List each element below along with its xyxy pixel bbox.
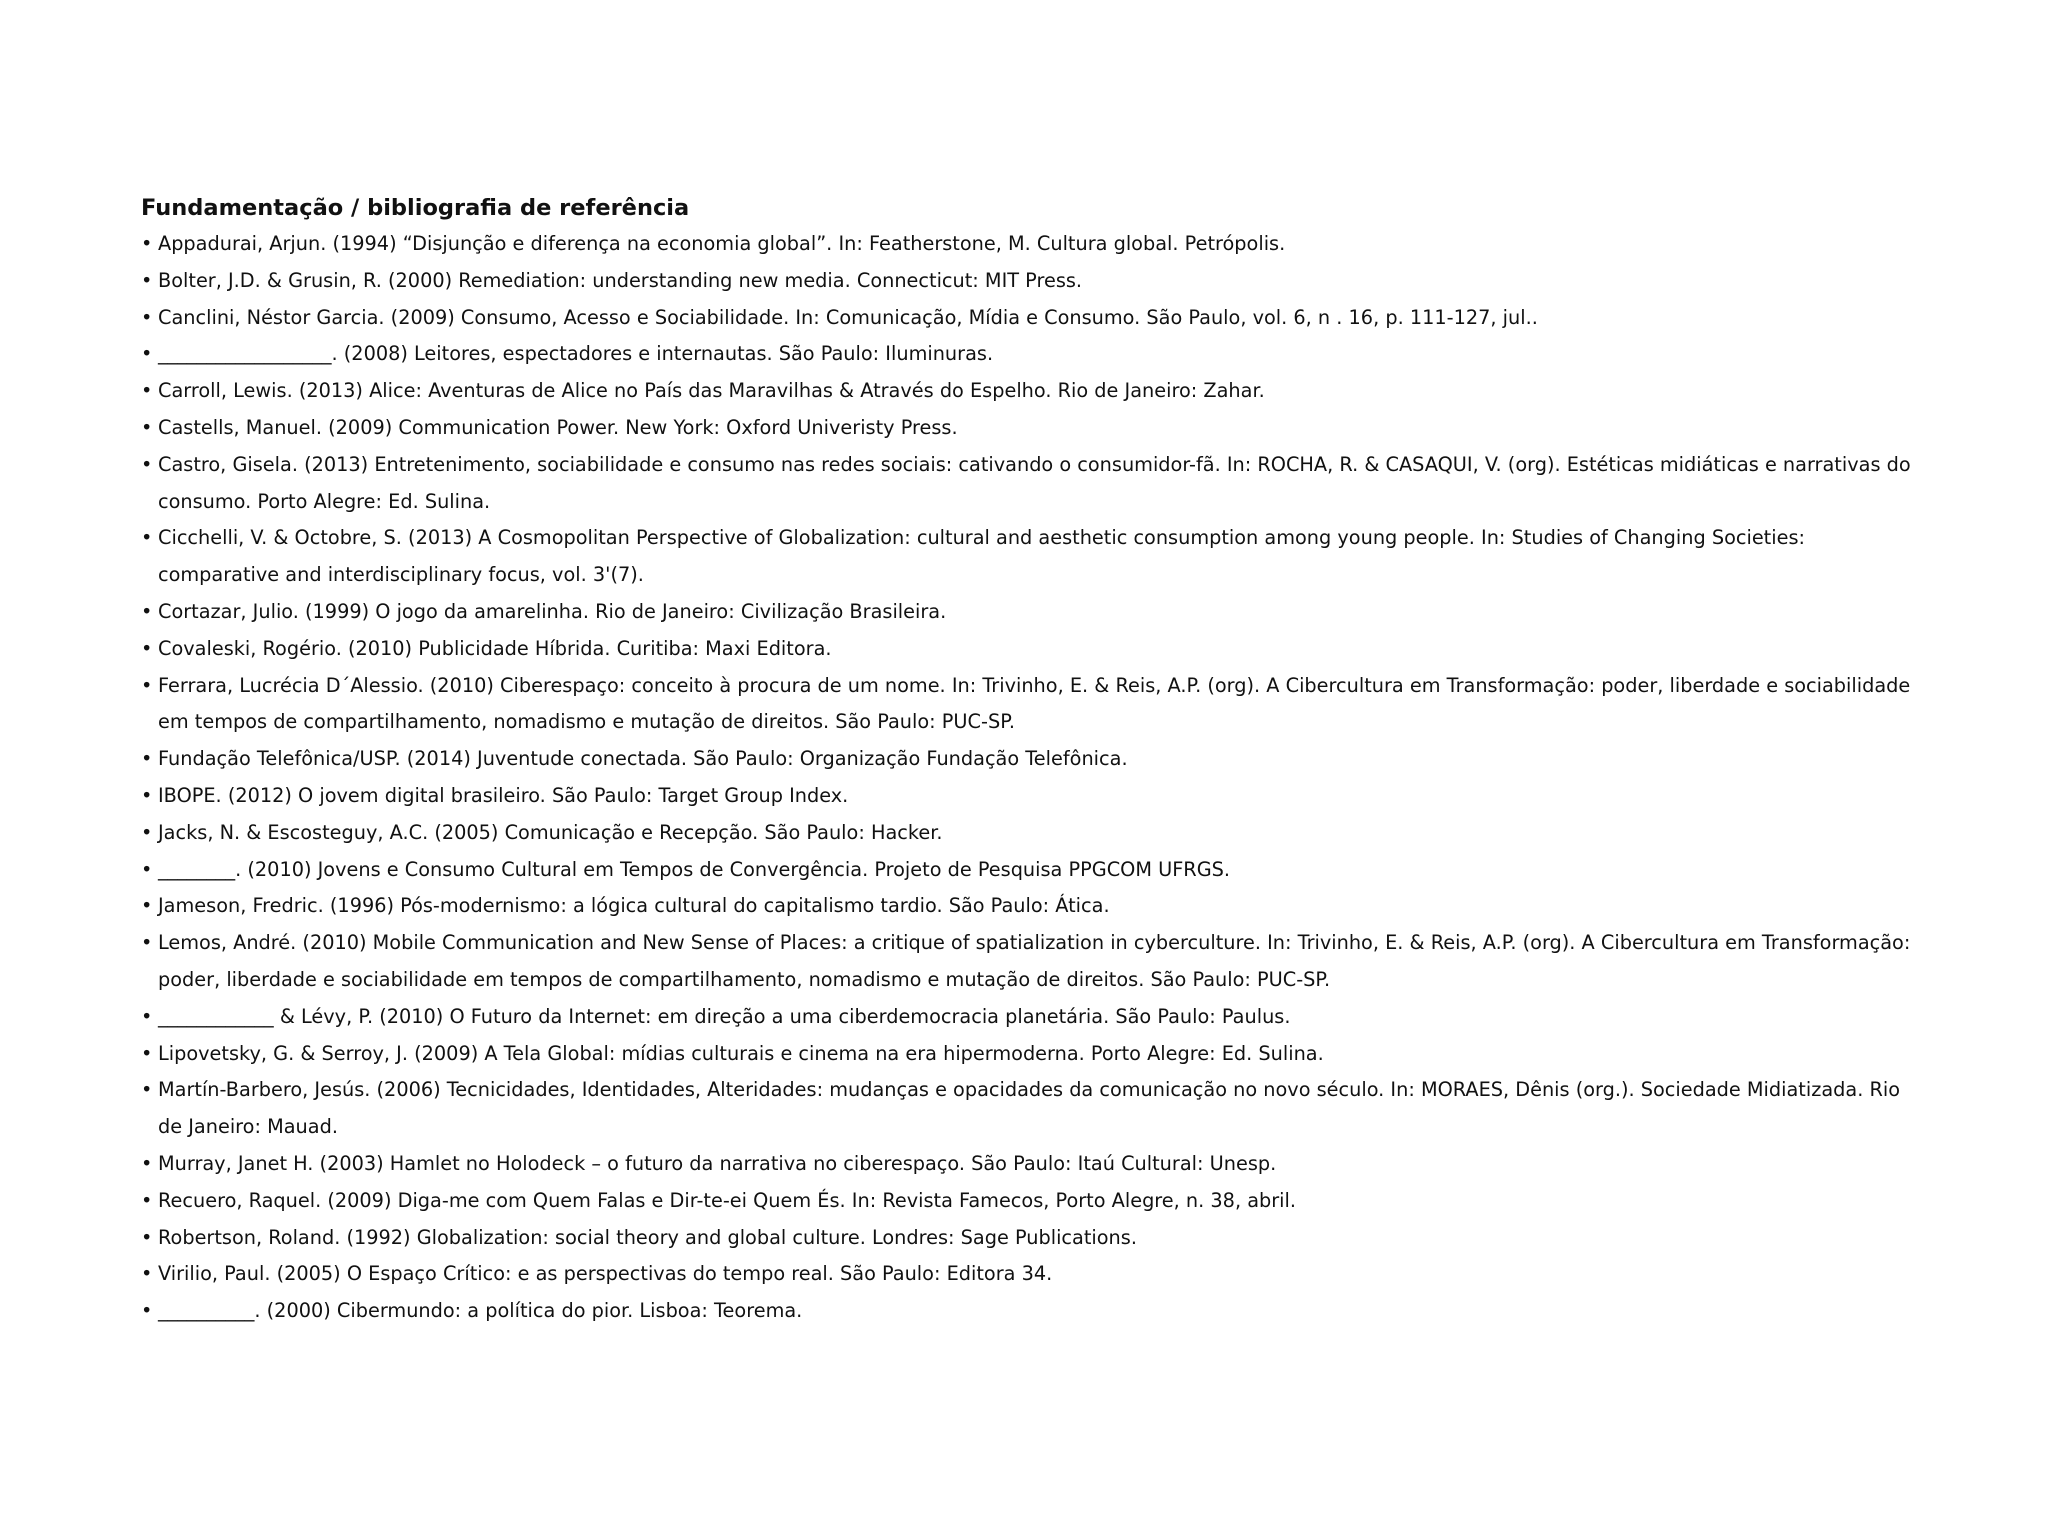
reference-item [141, 631, 1911, 668]
reference-text: Cicchelli, V. & Octobre, S. (2013) A Cosmopolitan Perspective of Globalization: cultural and aesthetic consumption among young people. In: Studies of Changing Societies: comparative and interdisciplinary focus, vol. 3'(7). [158, 526, 1806, 587]
reference-item [141, 852, 1911, 889]
bullet-icon: • [141, 1041, 153, 1065]
reference-item [141, 1072, 1911, 1146]
reference-text: Lemos, André. (2010) Mobile Communication and New Sense of Places: a critique of spatialization in cyberculture. In: Trivinho, E. & Reis, A.P. (org). A Cibercultura em Transformação: poder, liberdade e sociabilidade em tempos de compartilhamento, nomadismo e mutação de direitos. São Paulo: PUC-SP. [158, 931, 1911, 991]
reference-item [141, 1293, 1911, 1330]
reference-text: Lipovetsky, G. & Serroy, J. (2009) A Tela Global: mídias culturais e cinema na era hipermoderna. Porto Alegre: Ed. Sulina. [158, 1041, 1324, 1065]
reference-text: Fundação Telefônica/USP. (2014) Juventude conectada. São Paulo: Organização Fundação Telefônica. [158, 747, 1128, 771]
reference-item [141, 1183, 1911, 1220]
bullet-icon: • [141, 1262, 153, 1286]
bullet-icon: • [141, 931, 153, 955]
reference-text: Cortazar, Julio. (1999) O jogo da amarelinha. Rio de Janeiro: Civilização Brasileira. [158, 599, 947, 623]
bullet-icon: • [141, 673, 153, 697]
reference-text: Appadurai, Arjun. (1994) “Disjunção e diferença na economia global”. In: Featherstone, M. Cultura global. Petrópolis. [158, 232, 1286, 255]
bullet-icon: • [141, 599, 153, 623]
bullet-icon: • [141, 415, 153, 439]
bullet-icon: • [141, 1004, 153, 1028]
reference-text: ________. (2010) Jovens e Consumo Cultural em Tempos de Convergência. Projeto de Pesquisa PPGCOM UFRGS. [158, 857, 1231, 881]
bullet-icon: • [141, 1078, 153, 1102]
bullet-icon: • [141, 526, 153, 550]
reference-item [141, 999, 1911, 1036]
reference-item [141, 263, 1911, 300]
bullet-icon: • [141, 636, 153, 660]
bullet-icon: • [141, 783, 153, 807]
bullet-icon: • [141, 1188, 153, 1212]
bullet-icon: • [141, 305, 153, 329]
reference-item [141, 815, 1911, 852]
reference-item [141, 300, 1911, 337]
reference-item [141, 594, 1911, 631]
bullet-icon: • [141, 452, 153, 476]
bullet-icon: • [141, 1299, 153, 1323]
reference-text: Canclini, Néstor Garcia. (2009) Consumo, Acesso e Sociabilidade. In: Comunicação, Mídia e Consumo. São Paulo, vol. 6, n . 16, p. 111-127, jul.. [158, 305, 1538, 329]
section-heading: Fundamentação / bibliografia de referência [141, 195, 690, 221]
reference-item [141, 1036, 1911, 1073]
reference-text: Murray, Janet H. (2003) Hamlet no Holodeck – o futuro da narrativa no ciberespaço. São Paulo: Itaú Cultural: Unesp. [158, 1151, 1277, 1175]
reference-text: Ferrara, Lucrécia D´Alessio. (2010) Ciberespaço: conceito à procura de um nome. In: Trivinho, E. & Reis, A.P. (org). A Cibercultura em Transformação: poder, liberdade e sociabilidade em tempos de compartilhamento, nomadismo e mutação de direitos. São Paulo: PUC-SP. [158, 673, 1911, 734]
bullet-icon: • [141, 820, 153, 844]
reference-item [141, 1256, 1911, 1293]
reference-text: ____________ & Lévy, P. (2010) O Futuro da Internet: em direção a uma ciberdemocracia planetária. São Paulo: Paulus. [158, 1004, 1291, 1028]
reference-text: Carroll, Lewis. (2013) Alice: Aventuras de Alice no País das Maravilhas & Através do Espelho. Rio de Janeiro: Zahar. [158, 379, 1265, 403]
bullet-icon: • [141, 379, 153, 403]
bullet-icon: • [141, 747, 153, 771]
bibliography-section [141, 190, 1911, 1330]
reference-item [141, 226, 1911, 263]
bullet-icon: • [141, 894, 153, 918]
reference-item [141, 1146, 1911, 1183]
reference-text: Castells, Manuel. (2009) Communication Power. New York: Oxford Univeristy Press. [158, 415, 958, 439]
reference-text: Robertson, Roland. (1992) Globalization: social theory and global culture. Londres: Sage Publications. [158, 1225, 1137, 1249]
reference-item [141, 336, 1911, 373]
reference-text: Martín-Barbero, Jesús. (2006) Tecnicidades, Identidades, Alteridades: mudanças e opacidades da comunicação no novo século. In: MORAES, Dênis (org.). Sociedade Midiatizada. Rio de Janeiro: Mauad. [158, 1078, 1901, 1139]
reference-item [141, 1220, 1911, 1257]
reference-text: Jameson, Fredric. (1996) Pós-modernismo: a lógica cultural do capitalismo tardio. São Paulo: Ática. [158, 894, 1110, 918]
reference-text: Virilio, Paul. (2005) O Espaço Crítico: e as perspectivas do tempo real. São Paulo: Editora 34. [158, 1262, 1053, 1286]
reference-item [141, 778, 1911, 815]
reference-text: Recuero, Raquel. (2009) Diga-me com Quem Falas e Dir-te-ei Quem És. In: Revista Famecos, Porto Alegre, n. 38, abril. [158, 1188, 1297, 1212]
reference-text: __________. (2000) Cibermundo: a política do pior. Lisboa: Teorema. [158, 1299, 803, 1323]
reference-item [141, 373, 1911, 410]
reference-item [141, 741, 1911, 778]
reference-text: IBOPE. (2012) O jovem digital brasileiro. São Paulo: Target Group Index. [158, 783, 849, 807]
bullet-icon: • [141, 268, 153, 292]
reference-item [141, 925, 1911, 999]
bullet-icon: • [141, 1151, 153, 1175]
reference-item [141, 888, 1911, 925]
reference-item [141, 668, 1911, 742]
reference-item [141, 447, 1911, 521]
bullet-icon: • [141, 342, 153, 366]
reference-list [141, 226, 1911, 1330]
bullet-icon: • [141, 232, 153, 255]
reference-text: Castro, Gisela. (2013) Entretenimento, sociabilidade e consumo nas redes sociais: cativando o consumidor-fã. In: ROCHA, R. & CASAQUI, V. (org). Estéticas midiáticas e narrativas do consumo. Porto Alegre: Ed. Sulina. [158, 452, 1911, 513]
reference-text: Covaleski, Rogério. (2010) Publicidade Híbrida. Curitiba: Maxi Editora. [158, 636, 832, 660]
reference-item [141, 410, 1911, 447]
bullet-icon: • [141, 1225, 153, 1249]
reference-text: Bolter, J.D. & Grusin, R. (2000) Remediation: understanding new media. Connecticut: MIT Press. [158, 268, 1083, 292]
reference-text: Jacks, N. & Escosteguy, A.C. (2005) Comunicação e Recepção. São Paulo: Hacker. [158, 820, 943, 844]
bullet-icon: • [141, 857, 153, 881]
reference-text: __________________. (2008) Leitores, espectadores e internautas. São Paulo: Iluminuras. [158, 342, 994, 366]
reference-item [141, 520, 1911, 594]
